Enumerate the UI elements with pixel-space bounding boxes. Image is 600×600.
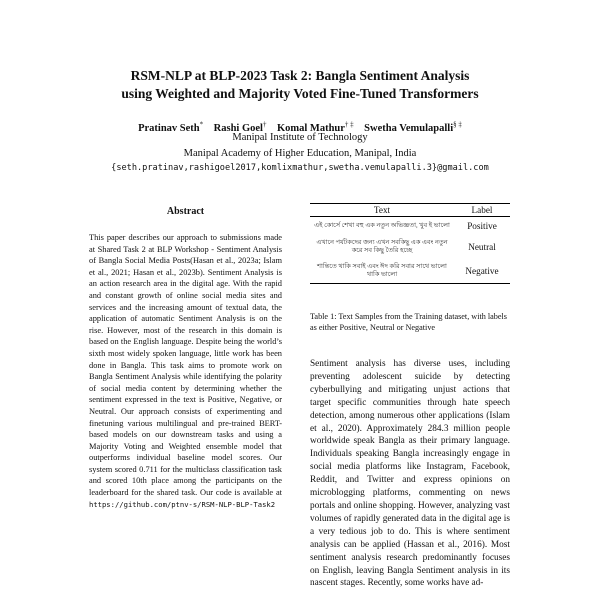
affiliation-academy: Manipal Academy of Higher Education, Manipal, India <box>183 148 417 159</box>
introduction-text: Sentiment analysis has diverse uses, including preventing adolescent suicide by detecting cyberbullying and mitigating unjust actions that target specific communities through hate speech detection, among numerous other applications (Islam et al., 2020). Approximately 284.3 million people worldwide speak Bangla as their primary language. Individuals speaking Bangla increasingly engage in social media platforms like Instagram, Facebook, Reddit, and Twitter and express opinions on microblogging platforms, commenting on news portals and online shopping. However, analyzing vast volumes of rapidly generated data in the digital age is a very tedious job to do. This is where sentiment analysis can be applied (Hassan et al., 2016). Most sentiment analysis research predominantly focuses on English, leaving Bangla Sentiment analysis in its nascent stages. Recently, some works have ad- <box>310 359 510 589</box>
header-label: Label <box>454 204 510 217</box>
table-row <box>310 235 510 259</box>
header-text: Text <box>310 204 454 217</box>
sample-label: Negative <box>454 259 510 284</box>
author-emails: {seth.pratinav,rashigoel2017,komlixmathur,swetha.vemulapalli.3}@gmail.com <box>111 163 489 173</box>
sample-table <box>310 203 510 284</box>
sample-label: Positive <box>467 221 497 231</box>
sample-text: এই কোর্সে শেখা বহু এক নতুন অভিজ্ঞতা, খুব ই ভালো <box>314 222 450 229</box>
paper-title <box>0 67 600 103</box>
affiliation-institute: Manipal Institute of Technology <box>232 132 368 143</box>
sample-text: শান্তিতে থাকি সবাই এবং ঈদ করি সবার সাথে ভালো থাকি ভালো <box>310 259 454 284</box>
sample-label: Neutral <box>468 242 496 252</box>
table-row <box>310 217 510 236</box>
title-line-1: RSM-NLP at BLP-2023 Task 2: Bangla Sentiment Analysis <box>130 68 470 83</box>
table-caption: Table 1: Text Samples from the Training dataset, with labels as either Positive, Neutral or Negative <box>310 312 507 332</box>
abstract-text: This paper describes our approach to submissions made at Shared Task 2 at BLP Workshop - Sentiment Analysis of Bangla Social Media Posts(Hasan et al., 2023a; Islam et al., 2021; Hasan et al., 2023b). Sentiment Analysis is an action research area in the digital age. With the rapid and constant growth of online social media sites and services and the increasing amount of textual data, the application of automatic Sentiment Analysis is on the rise. However, most of the research in this domain is based on the English language. Despite being the world’s sixth most widely spoken language, little work has been done in Bangla. This task aims to promote work on Bangla Sentiment Analysis while identifying the polarity of social media content by determining whether the sentiment expressed in the text is Positive, Negative, or Neutral. Our approach consists of experimenting and finetuning various multilingual and pre-trained BERT-based models on our downstream tasks and using a Majority Voting and Weighted ensemble model that outperforms individual baseline model scores. Our system scored 0.711 for the multiclass classification task and scored 10th place among the participants on the leaderboard for the shared task. Our code is available at <box>89 233 282 498</box>
abstract-heading: Abstract <box>166 206 205 217</box>
abstract-body <box>89 232 282 510</box>
author: Rashi Goel† <box>213 120 267 134</box>
code-link[interactable]: https://github.com/ptnv-s/RSM-NLP-BLP-Task2 <box>89 499 276 509</box>
sample-text: এখানে পর্যটকদের জন্য এখন সবকিছু এক এবং নতুন করে সব কিছু তৈরি হচ্ছে <box>316 239 448 254</box>
author: Pratinav Seth* <box>138 120 204 134</box>
author: Komal Mathur† ‡ <box>276 120 354 134</box>
table-row <box>310 259 510 284</box>
title-line-2: using Weighted and Majority Voted Fine-Tuned Transformers <box>121 86 479 101</box>
author: Swetha Vemulapalli§ ‡ <box>364 120 462 134</box>
